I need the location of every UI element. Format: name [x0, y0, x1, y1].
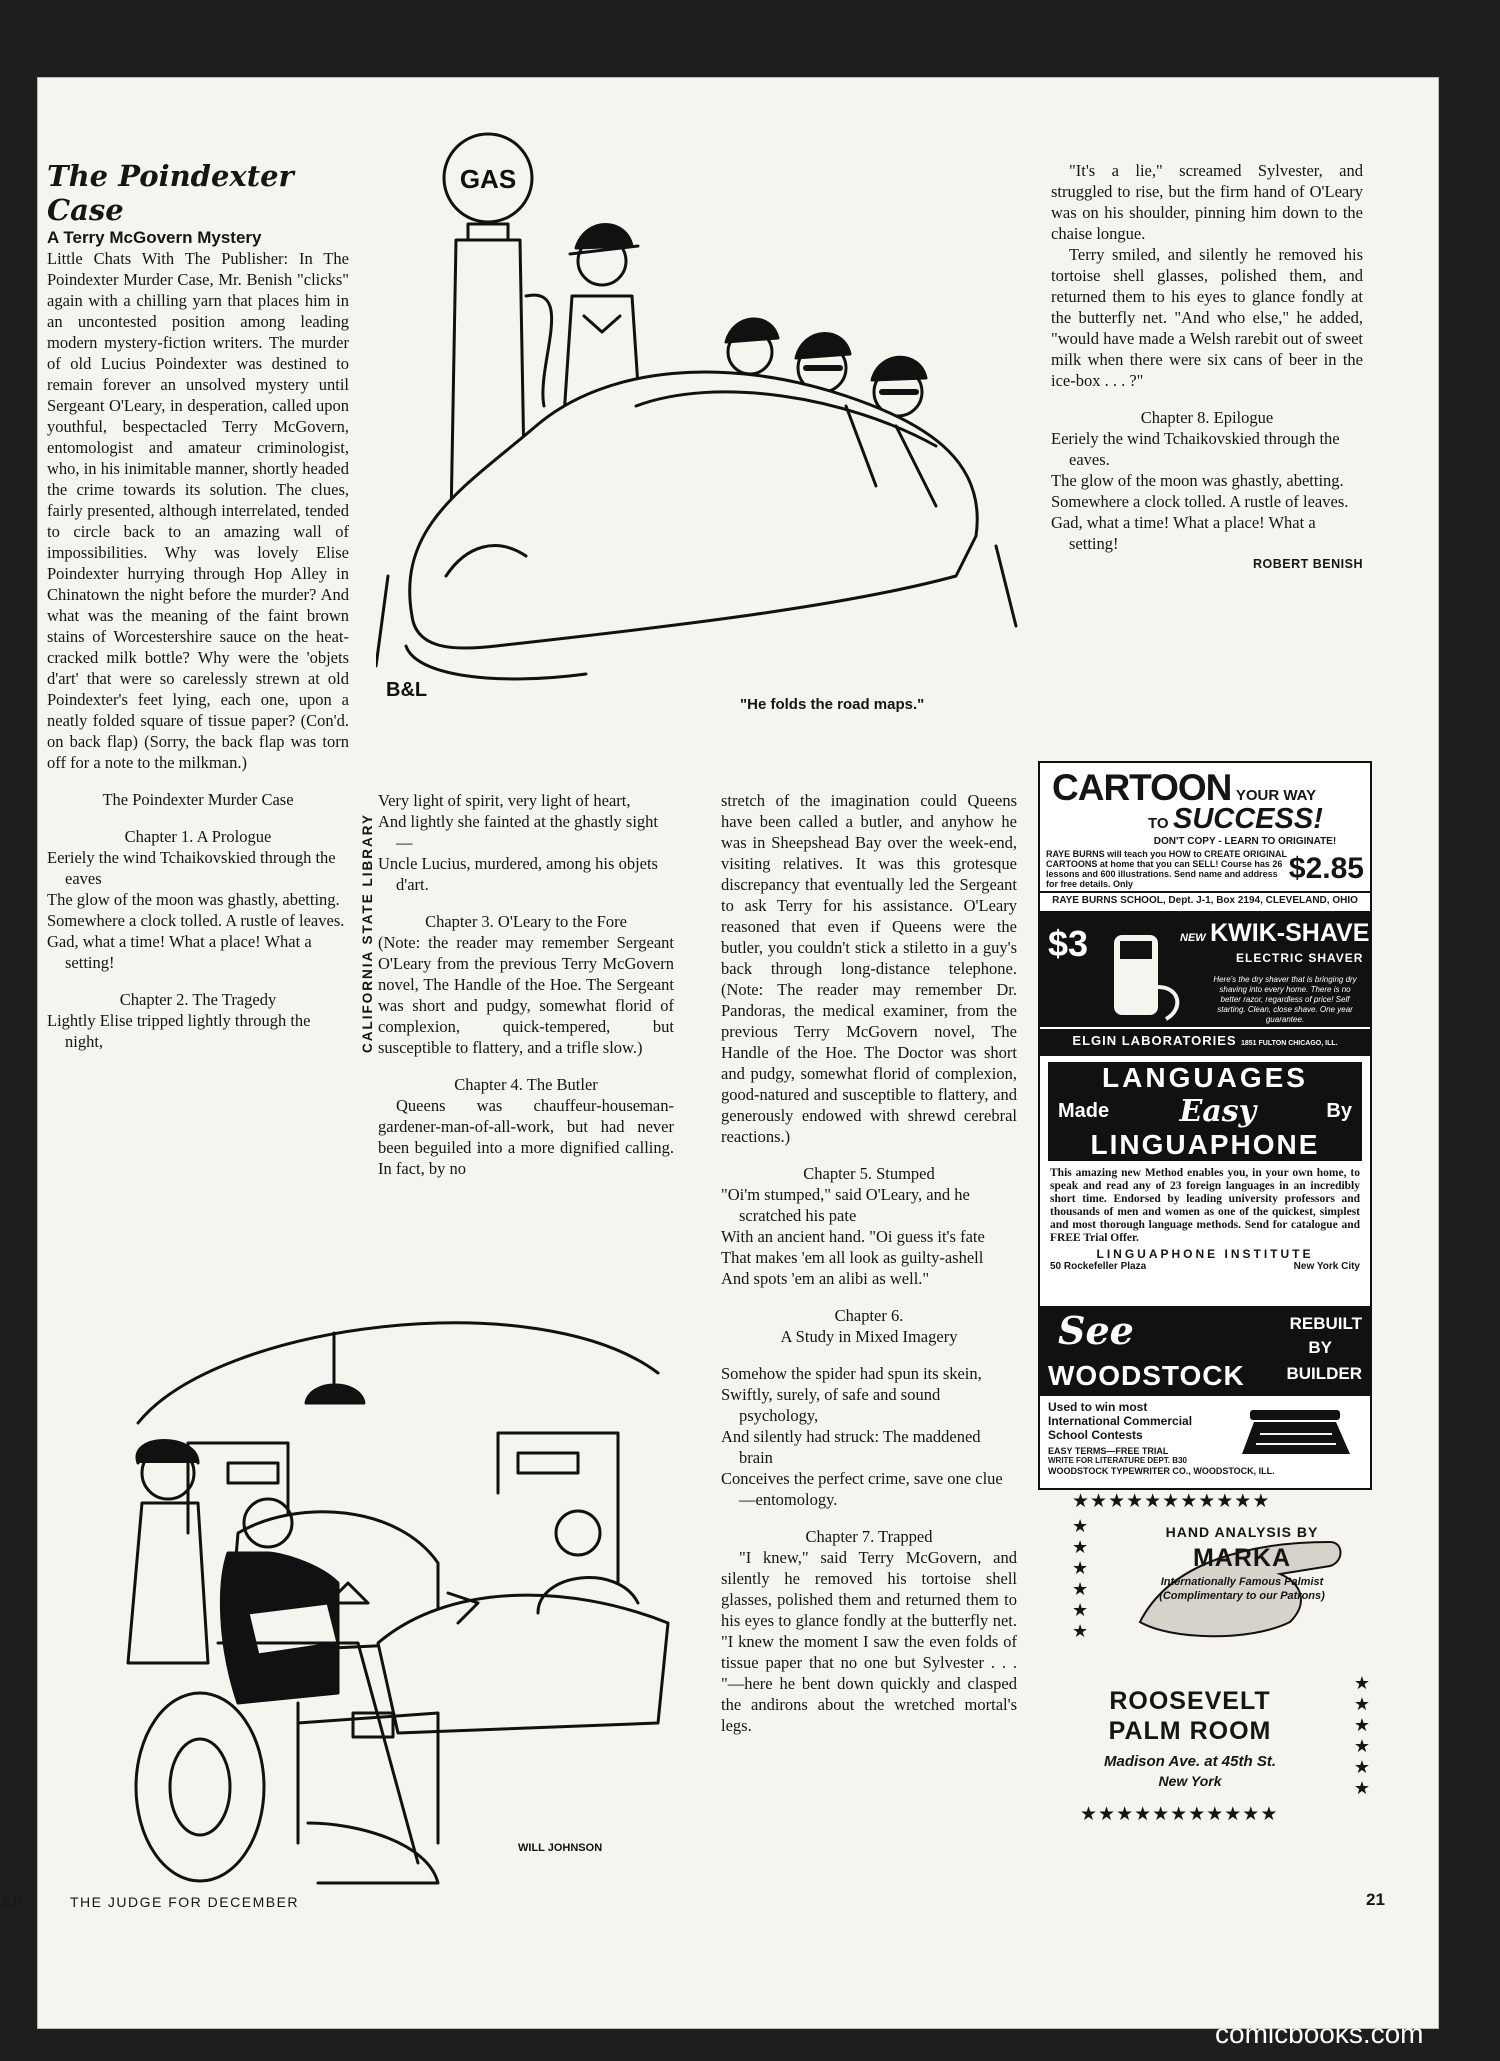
verse-line: "Oi'm stumped," said O'Leary, and he scratched his pate [721, 1185, 970, 1225]
verse-line: Swiftly, surely, of safe and sound psychology, [721, 1385, 941, 1425]
verse-line: Lightly Elise tripped lightly through the night, [47, 1011, 311, 1051]
column-two [378, 790, 674, 1179]
cartoon-caption: "He folds the road maps." [740, 696, 925, 713]
verse-line: With an ancient hand. "Oi guess it's fate [721, 1227, 985, 1246]
intro-text: Little Chats With The Publisher: In The Poindexter Murder Case, Mr. Benish "clicks" again with a chilling yarn that places him in an uncontested position among leading modern mystery-fiction writers. The murder of old Lucius Poindexter was destined to remain forever an unsolved mystery until Sergeant O'Leary, in desperation, called upon youthful, bespectacled Terry McGovern, entomologist and amateur criminologist, who, in his inimitable manner, shortly headed the crime towards its solution. The clues, fairly presented, although interrelated, tended to circle back to an amazing wall of impossibilities. Why was lovely Elise Poindexter hurrying through Hop Alley in Chinatown the night before the murder? And what was the meaning of the faint brown stains of Worcestershire sauce on the heat-cracked milk bottle? Why were the 'objets d'art' that were so carelessly strewn at old Poindexter's feet lying, each one, upon a neatly folded square of tissue paper? (Con'd. on back flap) (Sorry, the back flap was torn off for a note to the milkman.) [47, 249, 349, 772]
chapter-7-text: "I knew," said Terry McGovern, and silently he removed his tortoise shell glasses, polished them and returned them to his eyes to glance fondly at the butterfly net. "I knew the moment I saw the even folds of tissue paper that no one but Sylvester . . . "—here he bent down quickly and clasped the andirons about the wretched mortal's legs. [721, 1548, 1017, 1735]
ad-builder: BUILDER [1286, 1364, 1362, 1383]
verse-line: Conceives the perfect crime, save one clue—entomology. [721, 1469, 1003, 1509]
chapter-2-heading: Chapter 2. The Tragedy [119, 990, 277, 1009]
ad-headline: LANGUAGES [1048, 1062, 1362, 1094]
institute-address: 50 Rockefeller Plaza [1050, 1261, 1147, 1272]
verse-line: And spots 'em an alibi as well." [721, 1269, 930, 1288]
chapter-7-text-c: Terry smiled, and silently he removed his tortoise shell glasses, polished them, and returned them to his eyes to glance fondly at the butterfly net. "And who else," he added, "would have made a Welsh rarebit out of sweet milk when there were six cans of beer in the ice-box . . . ?" [1051, 245, 1363, 390]
product-name: KWIK-SHAVE [1210, 919, 1370, 947]
chapter-4-continued: stretch of the imagination could Queens have been called a butler, and anyhow he was in Sheepshead Bay over the week-end, visiting relatives. It was this grotesque discrepancy that eventually led the Sergeant to ask Terry for his assistance. O'Leary reasoned that even if Queens were the butler, you couldn't stick a stiletto in a guy's back through long-distance telephone. (Note: The reader may remember Dr. Pandoras, the medical examiner, from the previous Terry McGovern novel, The Handle of the Hoe. The Doctor was short and pudgy, somewhat florid of complexion, good-natured and susceptible to flattery, and generously endowed with shrewd cerebral reactions.) [721, 791, 1017, 1146]
ad-price: $3 [1048, 923, 1089, 964]
woodstock-typewriter-ad[interactable] [1038, 1306, 1372, 1490]
brand-name: WOODSTOCK [1048, 1360, 1245, 1391]
ad-body: RAYE BURNS will teach you HOW to CREATE ORIGINAL CARTOONS at home that you can SELL! Course has 26 lessons and 600 illustrations. Send name and address for free details. Only [1046, 849, 1287, 889]
institute-city: New York City [1293, 1261, 1360, 1272]
verse-line: And silently had struck: The maddened brain [721, 1427, 981, 1467]
chapter-4-text: Queens was chauffeur-houseman-gardener-man-of-all-work, but had never been beguiled into a more dignified calling. In fact, by no [378, 1096, 674, 1178]
verse-line: Eeriely the wind Tchaikovskied through the eaves [47, 848, 336, 888]
palmist-name: MARKA [1192, 1544, 1292, 1572]
venue-name: ROOSEVELT [1109, 1687, 1271, 1715]
chapter-6-heading: Chapter 6. [834, 1306, 904, 1325]
kwik-shave-ad[interactable] [1038, 911, 1372, 1055]
ad-headline: SUCCESS! [1173, 803, 1323, 835]
ad-word-easy: Easy [1179, 1094, 1257, 1129]
venue-name: PALM ROOM [1108, 1717, 1272, 1745]
article-subtitle: A Terry McGovern Mystery [47, 228, 262, 247]
ad-price: $2.85 [1288, 852, 1364, 885]
brand-name: LINGUAPHONE [1048, 1129, 1362, 1161]
article-title: The Poindexter Case [47, 159, 294, 227]
verse-line: Somewhere a clock tolled. A rustle of leaves. [47, 911, 345, 930]
ad-headline: TO [1148, 815, 1169, 832]
verse-line: Uncle Lucius, murdered, among his objets d'art. [378, 854, 658, 894]
linguaphone-ad[interactable] [1038, 1054, 1372, 1308]
verse-line: Very light of spirit, very light of heart, [378, 791, 631, 810]
venue-city: New York [1158, 1773, 1222, 1789]
library-stamp: CALIFORNIA STATE LIBRARY [360, 813, 375, 1053]
column-three [721, 790, 1017, 1736]
ad-by: BY [1308, 1338, 1332, 1357]
verse-line: The glow of the moon was ghastly, abetting. [1051, 471, 1344, 490]
chapter-7-heading: Chapter 7. Trapped [805, 1527, 933, 1546]
ad-line: (Complimentary to our Patrons) [1159, 1590, 1325, 1602]
ad-tagline: DON'T COPY - LEARN TO ORIGINATE! [1153, 836, 1337, 847]
ad-body: Used to win most International Commercial School Contests [1048, 1400, 1193, 1442]
chapter-3-heading: Chapter 3. O'Leary to the Fore [425, 912, 627, 931]
product-description: Here's the dry shaver that is bringing dry shaving into every home. There is no better razor, regardless of price! Self starting. Clean, close shave. One year guarantee. [1213, 975, 1357, 1024]
ad-word: By [1326, 1100, 1352, 1122]
hospital-ward-cartoon [98, 1283, 698, 1903]
ad-terms: EASY TERMS—FREE TRIAL [1048, 1446, 1169, 1456]
verse-line: Gad, what a time! What a place! What a setting! [47, 932, 312, 972]
verse-line: The glow of the moon was ghastly, abetting. [47, 890, 340, 909]
cartoon-school-ad[interactable] [1038, 761, 1372, 913]
star-border: ★★★★★★★★★★★ [1072, 1491, 1271, 1512]
chapter-4-heading: Chapter 4. The Butler [454, 1075, 598, 1094]
intro-column [47, 159, 349, 1052]
venue-address: Madison Ave. at 45th St. [1104, 1753, 1276, 1770]
gas-station-cartoon [376, 106, 1026, 706]
ad-write: WRITE FOR LITERATURE DEPT. B30 [1048, 1456, 1187, 1465]
shaver-icon [1104, 927, 1194, 1027]
chapter-5-heading: Chapter 5. Stumped [803, 1164, 935, 1183]
chapter-6-subtitle: A Study in Mixed Imagery [780, 1327, 958, 1346]
ad-company: WOODSTOCK TYPEWRITER CO., WOODSTOCK, ILL. [1048, 1466, 1275, 1476]
new-badge: NEW [1180, 932, 1206, 944]
column-four [1051, 160, 1363, 575]
chapter-8-heading: Chapter 8. Epilogue [1140, 408, 1274, 427]
page-number: 21 [1366, 1890, 1385, 1909]
ad-address: RAYE BURNS SCHOOL, Dept. J-1, Box 2194, CLEVELAND, OHIO [1040, 891, 1370, 906]
verse-line: Somehow the spider had spun its skein, [721, 1364, 982, 1383]
roosevelt-palm-room-ad[interactable] [1040, 1673, 1370, 1838]
ad-script: See [1058, 1308, 1134, 1353]
author-byline: ROBERT BENISH [1253, 557, 1363, 571]
institute-name: LINGUAPHONE INSTITUTE [1096, 1247, 1314, 1261]
chapter-1-heading: Chapter 1. A Prologue [124, 827, 272, 846]
cartoonist-signature: WILL JOHNSON [518, 1842, 603, 1854]
facing-page-edge-text: ER [2, 1893, 25, 1909]
ad-line: HAND ANALYSIS BY [1165, 1524, 1319, 1540]
star-border: ★ ★ ★ ★ ★ ★ [1353, 1673, 1370, 1798]
verse-line: Eeriely the wind Tchaikovskied through the eaves. [1051, 429, 1340, 469]
magazine-page [38, 78, 1438, 2028]
ad-line: Internationally Famous Palmist [1160, 1576, 1324, 1588]
ad-word: Made [1058, 1100, 1110, 1122]
chapter-7-text-b: "It's a lie," screamed Sylvester, and struggled to rise, but the firm hand of O'Leary was on his shoulder, pinning him down to the chaise longue. [1051, 161, 1363, 243]
ad-rebuilt: REBUILT [1289, 1314, 1362, 1333]
gas-sign-text: GAS [459, 164, 517, 194]
typewriter-icon [1236, 1404, 1356, 1460]
page-footer: THE JUDGE FOR DECEMBER [70, 1894, 300, 1910]
ad-body: This amazing new Method enables you, in your own home, to speak and read any of 23 foreign languages in an incredibly short time. Endorsed by leading university professors and thousands of men and women as one of the quickest, simplest and most thorough language methods. Send for catalogue and FREE Trial Offer. [1050, 1167, 1360, 1244]
marka-palmist-ad[interactable] [1040, 1490, 1370, 1660]
company-name: ELGIN LABORATORIES [1072, 1033, 1237, 1048]
verse-line: Gad, what a time! What a place! What a setting! [1051, 513, 1316, 553]
chapter-3-text: (Note: the reader may remember Sergeant O'Leary from the previous Terry McGovern novel, The Handle of the Hoe. The Sergeant was short and pudgy, somewhat florid of complexion, quick-tempered, but susceptible to flattery, and a trifle slow.) [378, 933, 674, 1057]
product-type: ELECTRIC SHAVER [1236, 951, 1364, 965]
verse-line: Somewhere a clock tolled. A rustle of leaves. [1051, 492, 1349, 511]
star-border: ★ ★ ★ ★ ★ ★ [1072, 1516, 1089, 1641]
verse-line: And lightly she fainted at the ghastly sight— [378, 812, 659, 852]
company-address: 1851 FULTON CHICAGO, ILL. [1241, 1040, 1338, 1047]
verse-line: That makes 'em all look as guilty-ashell [721, 1248, 984, 1267]
cartoonist-signature: B&L [386, 679, 428, 701]
ad-headline: YOUR WAY [1235, 787, 1317, 804]
star-border: ★★★★★★★★★★★ [1080, 1804, 1279, 1825]
site-watermark: comicbooks.com [1215, 2018, 1424, 2049]
story-title: The Poindexter Murder Case [102, 790, 294, 809]
ad-headline: CARTOON [1052, 767, 1232, 808]
